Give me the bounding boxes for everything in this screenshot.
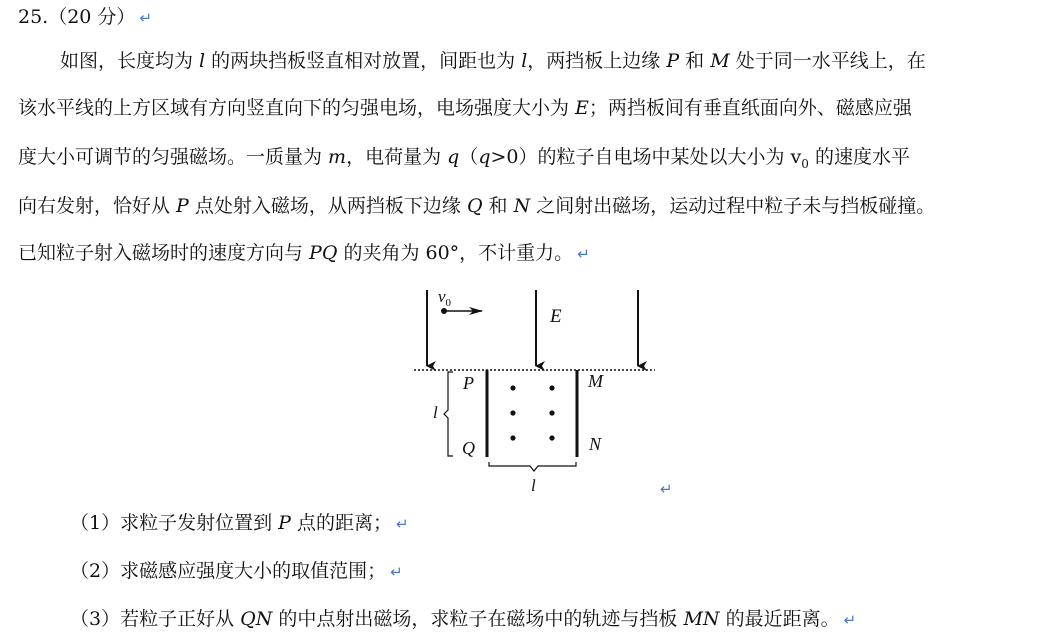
m-label: M bbox=[588, 371, 603, 391]
v0-label: $v_0$ bbox=[438, 287, 452, 309]
question-header bbox=[18, 4, 152, 31]
sub-question-1: （1）求粒子发射位置到 P 点的距离； ↵ bbox=[70, 512, 409, 534]
p-label: P bbox=[463, 373, 474, 393]
n-label: N bbox=[589, 434, 602, 454]
return-mark-icon: ↵ bbox=[139, 9, 153, 27]
sub-question-3: （3）若粒子正好从 QN 的中点射出磁场，求粒子在磁场中的轨迹与挡板 MN 的最近距离。 ↵ bbox=[70, 608, 857, 630]
return-mark-icon: ↵ bbox=[843, 611, 857, 629]
q-label: Q bbox=[462, 438, 475, 458]
return-mark-icon: ↵ bbox=[390, 563, 403, 581]
side-length-label: l bbox=[433, 403, 438, 422]
problem-line-2: 该水平线的上方区域有方向竖直向下的匀强电场，电场强度大小为 E；两挡板间有垂直纸面向外、磁感应强 bbox=[18, 97, 912, 119]
return-mark-icon: ↵ bbox=[577, 245, 590, 263]
field-dot bbox=[549, 435, 554, 440]
magnetic-field-dots bbox=[510, 385, 554, 440]
sub-question-2: （2）求磁感应强度大小的取值范围； ↵ bbox=[70, 560, 403, 582]
field-dot bbox=[510, 410, 515, 415]
return-mark-icon: ↵ bbox=[395, 515, 409, 533]
field-dot bbox=[549, 410, 554, 415]
field-dot bbox=[549, 385, 554, 390]
field-diagram bbox=[400, 284, 680, 504]
question-points: （20 分） bbox=[48, 6, 136, 28]
bottom-length-label: l bbox=[531, 476, 536, 495]
problem-line-4: 向右发射，恰好从 P 点处射入磁场，从两挡板下边缘 Q 和 N 之间射出磁场，运动过程中粒子未与挡板碰撞。 bbox=[18, 195, 936, 217]
side-brace bbox=[444, 372, 453, 456]
physics-figure bbox=[400, 284, 680, 504]
return-mark-icon: ↵ bbox=[660, 480, 673, 498]
problem-line-1: 如图，长度均为 l 的两块挡板竖直相对放置，间距也为 l，两挡板上边缘 P 和 M 处于同一水平线上，在 bbox=[60, 50, 926, 72]
field-dot bbox=[510, 435, 515, 440]
field-dot bbox=[510, 385, 515, 390]
e-label: E bbox=[550, 306, 562, 327]
problem-line-5: 已知粒子射入磁场时的速度方向与 PQ 的夹角为 60°，不计重力。 ↵ bbox=[18, 242, 590, 264]
problem-line-3: 度大小可调节的匀强磁场。一质量为 m，电荷量为 q（q>0）的粒子自电场中某处以大小为 $v_0$ 的速度水平 bbox=[18, 146, 910, 171]
question-number: 25. bbox=[18, 6, 49, 28]
bottom-brace bbox=[489, 462, 576, 471]
